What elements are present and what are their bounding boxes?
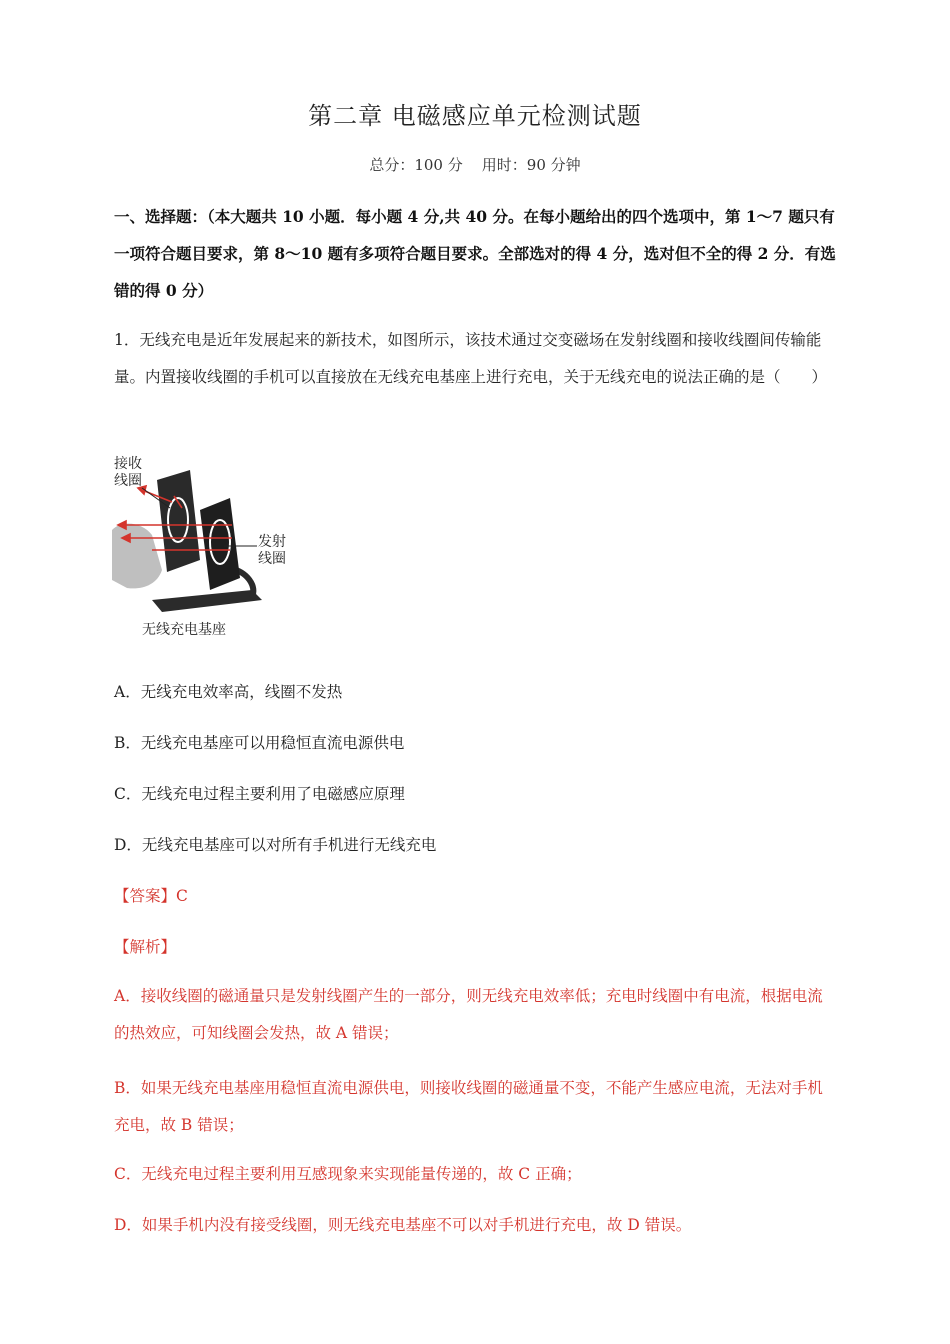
receive-coil-label-1: 接收 (114, 456, 142, 472)
analysis-b: B．如果无线充电基座用稳恒直流电源供电，则接收线圈的磁通量不变，不能产生感应电流，无法对手机充电，故 B 错误； (114, 1079, 823, 1134)
charger-base-shape (152, 590, 262, 612)
analysis-label: 【解析】 (114, 938, 177, 956)
analysis-a: A．接收线圈的磁通量只是发射线圈产生的一部分，则无线充电效率低；充电时线圈中有电流，根据电流的热效应，可知线圈会发热，故 A 错误； (114, 987, 823, 1042)
analysis-c: C．无线充电过程主要利用互感现象来实现能量传递的，故 C 正确； (114, 1165, 582, 1183)
option-d: D．无线充电基座可以对所有手机进行无线充电 (114, 836, 437, 854)
answer-label: 【答案】C (114, 887, 188, 905)
charger-pad (200, 498, 240, 590)
hand-shape (112, 524, 162, 589)
phone-shape (157, 470, 200, 572)
page-title: 第二章 电磁感应单元检测试题 (308, 102, 642, 130)
section-heading: 一、选择题：（本大题共 10 小题．每小题 4 分,共 40 分。在每小题给出的四个选项中，第 1～7 题只有一项符合题目要求，第 8～10 题有多项符合题目要求。全部选对的得 4 分，选对但不全的得 2 分．有选错的得 0 分） (114, 207, 836, 300)
receive-coil-label-2: 线圈 (114, 473, 142, 489)
wireless-charging-figure (112, 450, 312, 650)
option-b: B．无线充电基座可以用稳恒直流电源供电 (114, 734, 405, 752)
option-a: A．无线充电效率高，线圈不发热 (114, 683, 343, 701)
emit-coil-label-1: 发射 (258, 534, 286, 550)
emit-coil-label-2: 线圈 (258, 551, 286, 567)
option-c: C．无线充电过程主要利用了电磁感应原理 (114, 785, 405, 803)
question-stem: 1．无线充电是近年发展起来的新技术，如图所示，该技术通过交变磁场在发射线圈和接收线圈间传输能量。内置接收线圈的手机可以直接放在无线充电基座上进行充电，关于无线充电的说法正确的是（ ） (114, 331, 828, 386)
page-subtitle: 总分：100 分 用时：90 分钟 (369, 156, 581, 174)
analysis-d: D．如果手机内没有接受线圈，则无线充电基座不可以对手机进行充电，故 D 错误。 (114, 1216, 692, 1234)
figure-caption: 无线充电基座 (142, 622, 226, 638)
